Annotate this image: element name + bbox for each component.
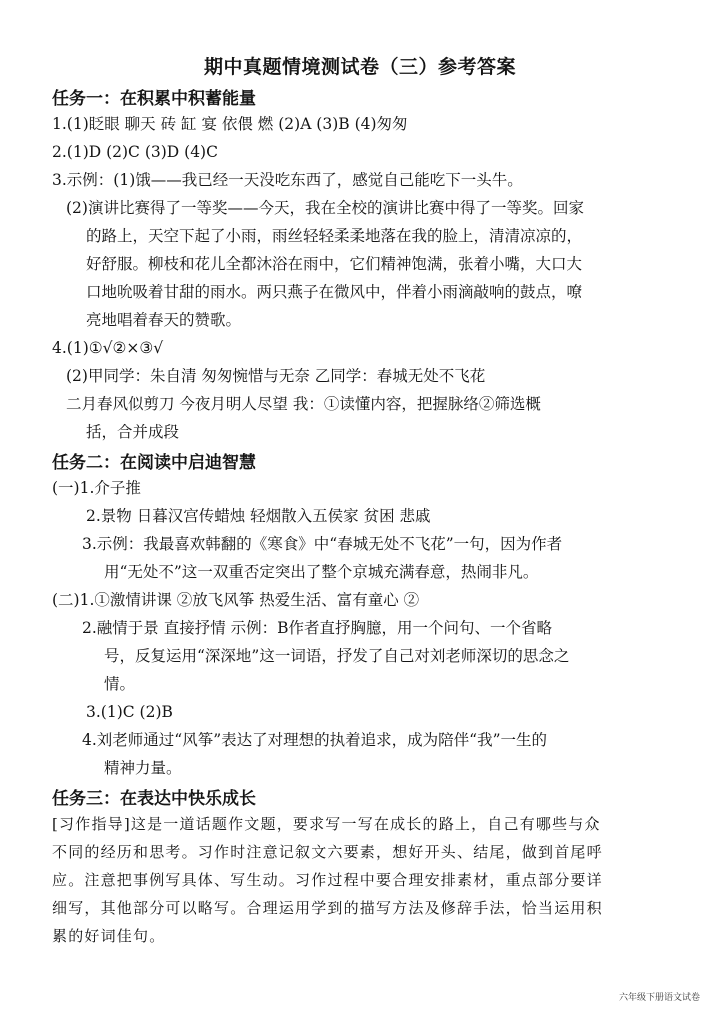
answer-line: 括，合并成段 <box>86 423 180 441</box>
writing-guide-line: 应。注意把事例写具体、写生动。习作过程中要合理安排素材，重点部分要详 <box>52 871 603 889</box>
answer-line: 精神力量。 <box>104 759 182 777</box>
task3-heading: 任务三：在表达中快乐成长 <box>52 789 256 809</box>
writing-guide-line: 累的好词佳句。 <box>52 927 166 945</box>
answer-line: 3.示例：我最喜欢韩翻的《寒食》中“春城无处不飞花”一句，因为作者 <box>82 535 563 553</box>
footer-label: 六年级下册语文试卷 <box>618 993 700 1003</box>
answer-line: 3.示例：(1)饿——我已经一天没吃东西了，感觉自己能吃下一头牛。 <box>52 171 523 189</box>
answer-line: 好舒服。柳枝和花儿全都沐浴在雨中，它们精神饱满，张着小嘴，大口大 <box>86 255 583 273</box>
answer-line: 亮地唱着春天的赞歌。 <box>86 311 242 329</box>
answer-line: 二月春风似剪刀 今夜月明人尽望 我：①读懂内容，把握脉络②筛选概 <box>66 395 541 413</box>
answer-line: 号，反复运用“深深地”这一词语，抒发了自己对刘老师深切的思念之 <box>104 647 570 665</box>
answer-line: 情。 <box>104 675 136 693</box>
answer-line: 用“无处不”这一双重否定突出了整个京城充满春意，热闹非凡。 <box>104 563 539 581</box>
task1-heading: 任务一：在积累中积蓄能量 <box>52 89 256 109</box>
answer-line: 1.(1)眨眼 聊天 砖 缸 宴 依偎 燃 (2)A (3)B (4)匆匆 <box>52 115 408 133</box>
answer-line: 3.(1)C (2)B <box>86 703 173 721</box>
answer-line: 4.(1)①√②×③√ <box>52 339 164 357</box>
answer-line: 口地吮吸着甘甜的雨水。两只燕子在微风中，伴着小雨滴敲响的鼓点，嘹 <box>86 283 583 301</box>
answer-line: 2.融情于景 直接抒情 示例：B作者直抒胸臆，用一个问句、一个省略 <box>82 619 553 637</box>
answer-line: (一)1.介子推 <box>52 479 141 497</box>
writing-guide-line: 不同的经历和思考。习作时注意记叙文六要素，想好开头、结尾，做到首尾呼 <box>52 843 603 861</box>
answer-line: 的路上，天空下起了小雨，雨丝轻轻柔柔地落在我的脸上，清清凉凉的， <box>86 227 583 245</box>
answer-line: 2.景物 日暮汉宫传蜡烛 轻烟散入五侯家 贫困 悲戚 <box>86 507 431 525</box>
writing-guide-line: [习作指导]这是一道话题作文题，要求写一写在成长的路上，自己有哪些与众 <box>52 815 601 833</box>
task2-heading: 任务二：在阅读中启迪智慧 <box>52 453 256 473</box>
answer-line: (2)演讲比赛得了一等奖——今天，我在全校的演讲比赛中得了一等奖。回家 <box>66 199 584 217</box>
writing-guide-line: 细写，其他部分可以略写。合理运用学到的描写方法及修辞手法，恰当运用积 <box>52 899 603 917</box>
answer-line: (二)1.①激情讲课 ②放飞风筝 热爱生活、富有童心 ② <box>52 591 420 609</box>
answer-line: 4.刘老师通过“风筝”表达了对理想的执着追求，成为陪伴“我”一生的 <box>82 731 547 749</box>
page-title: 期中真题情境测试卷（三）参考答案 <box>203 56 516 78</box>
answer-line: 2.(1)D (2)C (3)D (4)C <box>52 143 218 161</box>
answer-line: (2)甲同学：朱自清 匆匆惋惜与无奈 乙同学：春城无处不飞花 <box>66 367 486 385</box>
